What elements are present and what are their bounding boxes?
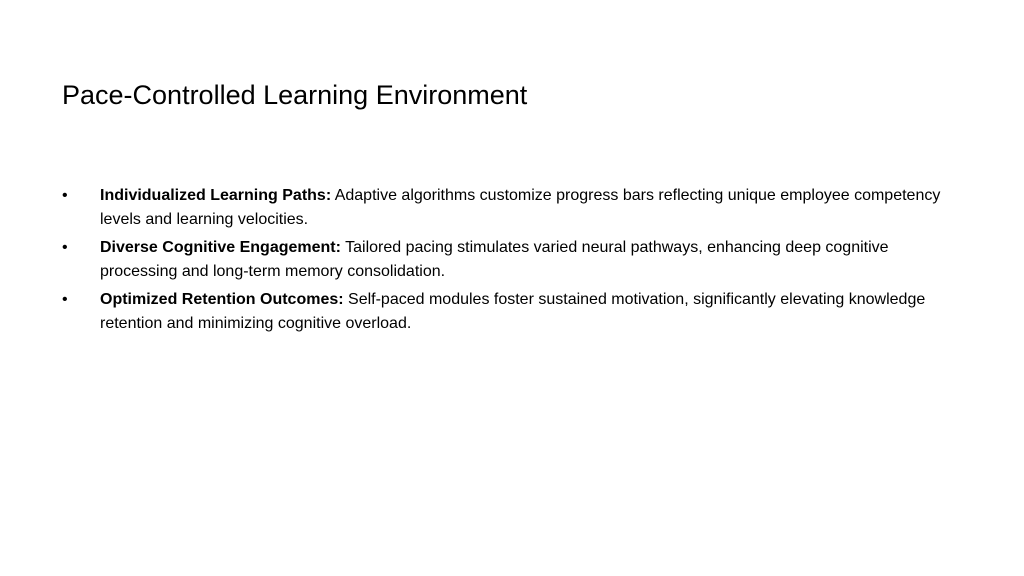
bullet-item-individualized-learning-paths: [62, 184, 962, 232]
bullet-item-diverse-cognitive-engagement: [62, 236, 962, 284]
bullet-heading: Optimized Retention Outcomes:: [100, 291, 344, 308]
bullet-text: Self-paced modules foster sustained motivation, significantly elevating knowledge retention and minimizing cognitive overload.: [100, 291, 926, 332]
bullet-text: Tailored pacing stimulates varied neural pathways, enhancing deep cognitive processing and long-term memory consolidation.: [100, 239, 889, 280]
bullet-heading: Diverse Cognitive Engagement:: [100, 239, 341, 256]
bullet-heading: Individualized Learning Paths:: [100, 187, 332, 204]
bullet-icon: •: [62, 291, 68, 308]
bullet-list: [62, 184, 962, 340]
bullet-icon: •: [62, 239, 68, 256]
bullet-icon: •: [62, 187, 68, 204]
bullet-item-optimized-retention-outcomes: [62, 288, 962, 336]
slide-title: Pace-Controlled Learning Environment: [62, 80, 528, 110]
bullet-text: Adaptive algorithms customize progress bars reflecting unique employee competency levels and learning velocities.: [100, 187, 941, 228]
